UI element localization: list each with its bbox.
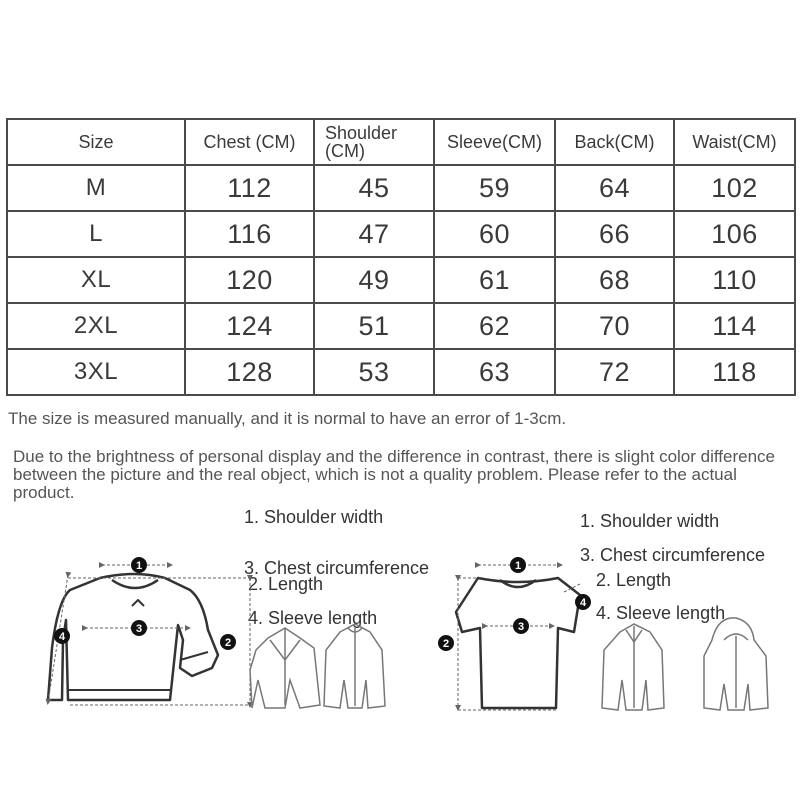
header-waist: Waist(CM)	[674, 119, 795, 165]
legend-right-length: 2. Length	[596, 570, 672, 590]
shoulder-cell: 47	[314, 211, 434, 257]
hoodie-sketch	[704, 618, 768, 710]
t-shirt-diagram	[456, 578, 580, 708]
back-cell: 64	[555, 165, 674, 211]
svg-text:1: 1	[514, 560, 522, 572]
waist-cell: 102	[674, 165, 795, 211]
waist-cell: 110	[674, 257, 795, 303]
svg-text:2: 2	[442, 638, 450, 650]
zip-jacket-sketch	[324, 624, 385, 708]
header-size: Size	[7, 119, 185, 165]
back-cell: 72	[555, 349, 674, 395]
marker-2-left	[220, 634, 236, 650]
size-cell: M	[7, 165, 185, 211]
legend-left-chest: 3. Chest circumference	[244, 558, 430, 578]
svg-text:4: 4	[58, 631, 66, 643]
sleeve-cell: 61	[434, 257, 555, 303]
color-difference-note: Due to the brightness of personal display and the difference in contrast, there is slight color difference between the picture and the real object, which is not a quality problem. Please refer to the actual product.	[13, 447, 775, 502]
legend-right-sleeve: 4. Sleeve length	[596, 603, 726, 623]
marker-3-right	[513, 618, 529, 634]
svg-text:3: 3	[135, 623, 143, 635]
svg-text:2: 2	[224, 637, 232, 649]
sleeve-cell: 59	[434, 165, 555, 211]
chest-cell: 112	[185, 165, 314, 211]
svg-text:3: 3	[517, 621, 525, 633]
marker-3-left	[131, 620, 147, 636]
long-sleeve-sweater-diagram	[48, 574, 218, 700]
sleeve-cell: 62	[434, 303, 555, 349]
waist-cell: 114	[674, 303, 795, 349]
header-shoulder: Shoulder (CM)	[314, 119, 434, 165]
shoulder-cell: 45	[314, 165, 434, 211]
legend-left-shoulder: 1. Shoulder width	[244, 507, 384, 527]
chest-cell: 124	[185, 303, 314, 349]
shoulder-cell: 51	[314, 303, 434, 349]
waist-cell: 118	[674, 349, 795, 395]
back-cell: 66	[555, 211, 674, 257]
legend-right-shoulder: 1. Shoulder width	[580, 511, 720, 531]
header-back: Back(CM)	[555, 119, 674, 165]
marker-4-right	[575, 594, 591, 610]
legend-left-sleeve: 4. Sleeve length	[248, 608, 378, 628]
size-cell: 3XL	[7, 349, 185, 395]
back-cell: 68	[555, 257, 674, 303]
marker-1-right	[510, 557, 526, 573]
shoulder-cell: 53	[314, 349, 434, 395]
chest-cell: 120	[185, 257, 314, 303]
measurement-error-note: The size is measured manually, and it is normal to have an error of 1-3cm.	[8, 409, 567, 428]
size-cell: XL	[7, 257, 185, 303]
size-cell: 2XL	[7, 303, 185, 349]
chest-cell: 128	[185, 349, 314, 395]
header-sleeve: Sleeve(CM)	[434, 119, 555, 165]
legend-left-length: 2. Length	[248, 574, 324, 594]
chest-cell: 116	[185, 211, 314, 257]
marker-1-left	[131, 557, 147, 573]
shoulder-cell: 49	[314, 257, 434, 303]
svg-text:1: 1	[135, 560, 143, 572]
blazer-sketch	[250, 628, 320, 708]
marker-4-left	[54, 628, 70, 644]
shirt-sketch	[602, 624, 664, 710]
back-cell: 70	[555, 303, 674, 349]
legend-right-chest: 3. Chest circumference	[580, 545, 766, 565]
header-chest: Chest (CM)	[185, 119, 314, 165]
svg-text:4: 4	[579, 597, 587, 609]
marker-2-right	[438, 635, 454, 651]
sleeve-cell: 63	[434, 349, 555, 395]
waist-cell: 106	[674, 211, 795, 257]
sleeve-cell: 60	[434, 211, 555, 257]
size-cell: L	[7, 211, 185, 257]
